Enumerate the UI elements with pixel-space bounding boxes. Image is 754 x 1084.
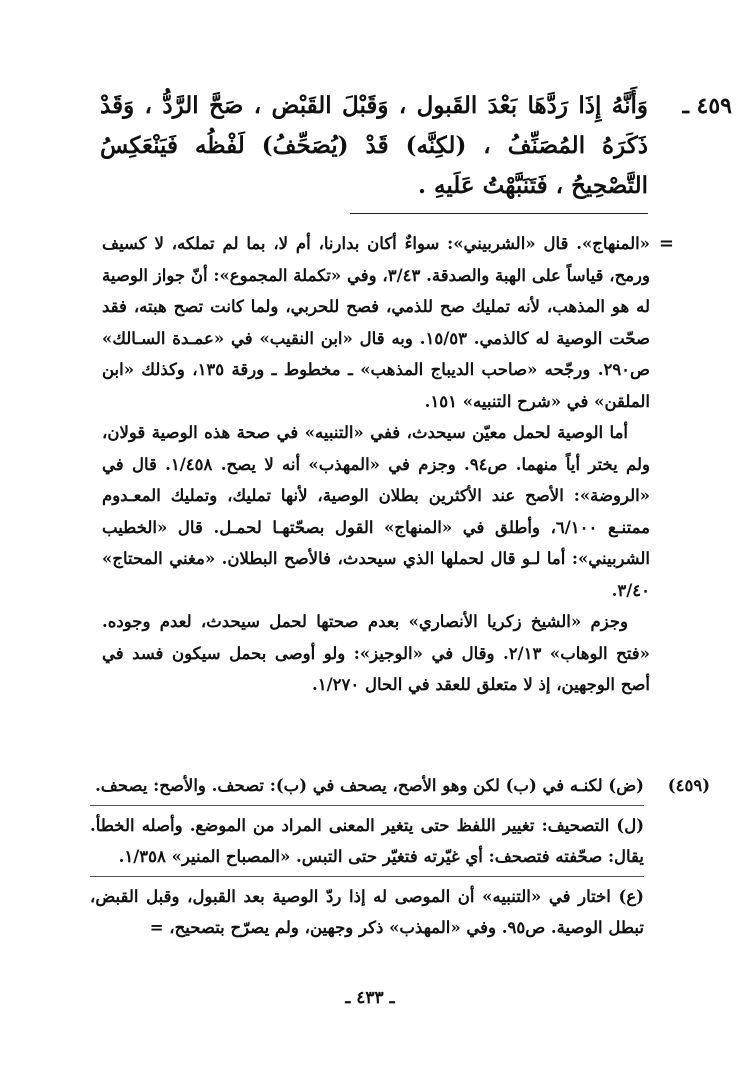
- note-459-commentary: (ع) اختار في «التنبيه» أن الموصى له إذا ردّ الوصية بعد القبول، وقبل القبض، تبطل الوصية. ص٩٥. وفي «المهذب» ذكر وجهين، ولم يصرّح بتصحيح، =: [90, 887, 644, 937]
- main-entry-text: وَأَنَّهُ إِذَا رَدَّهَا بَعْدَ القَبول ، وَقَبْلَ القَبْض ، صَحَّ الرَّدُّ ، وَقَدْ ذَكَرَهُ المُصَنِّفُ ، (لكِنَّه) قَدْ (يُصَحِّفُ) لَفْظُه فَيَنْعَكِسُ التَّصْحِيحُ ، فَتَنَبَّهْتُ عَلَيهِ .: [100, 92, 648, 199]
- main-text-block: [100, 86, 732, 206]
- page-number: ـ ٤٣٣ ـ: [345, 988, 395, 1008]
- note-459-block: [90, 770, 710, 943]
- footnote-paragraph-2: أما الوصية لحمل معيّن سيحدث، ففي «التنبيه» في صحة هذه الوصية قولان، ولم يختر أياً منهما. ص٩٤. وجزم في «المهذب» أنه لا يصح. ١/٤٥٨. قال في «الروضة»: الأصح عند الأكثرين بطلان الوصية، لأنها تمليك، وتمليك المعـدوم ممتنـع ٦/١٠٠، وأطلق في «المنهاج» القول بصحّتهـا لحمـل. قال «الخطيب الشربيني»: أما لـو قال لحملها الذي سيحدث، فالأصح البطلان. «مغني المحتاج» ٣/٤٠.: [102, 423, 651, 600]
- footnote-continuation: [102, 228, 674, 701]
- note-divider-2: [90, 876, 644, 877]
- note-459-language: (ل) التصحيف: تغيير اللفظ حتى يتغير المعنى المراد من الموضع. وأصله الخطأ. يقال: صحّفته فتصحف: أي غيّرته فتغيّر حتى التبس. «المصباح المنير» ١/٣٥٨.: [90, 816, 644, 866]
- footnote-separator: [350, 213, 648, 214]
- note-459-manuscripts: (ض) لكنـه في (ب) لكن وهو الأصح، يصحف في (ب): تصحف. والأصح: يصحف.: [95, 776, 644, 795]
- note-459-number: (٤٥٩): [667, 776, 710, 795]
- continuation-mark: =: [658, 233, 674, 254]
- note-divider-1: [90, 805, 644, 806]
- main-entry-number: ٤٥٩ ـ: [682, 93, 732, 119]
- note-459-body: [90, 770, 644, 943]
- footnote-paragraph-3: وجزم «الشيخ زكريا الأنصاري» بعدم صحتها لحمل سيحدث، لعدم وجوده. «فتح الوهاب» ٢/١٣. وقال في «الوجيز»: ولو أوصى بحمل سيكون فسد في أصح الوجهين، إذ لا متعلق للعقد في الحال ١/٢٧٠.: [102, 612, 650, 694]
- footnote-paragraph-1: «المنهاج». قال «الشربيني»: سواءٌ أكان بدارنا، أم لا، بما لم تملكه، لا كسيف ورمح، قياساً على الهبة والصدقة. ٣/٤٣، وفي «تكملة المجموع»: أنّ جواز الوصية له هو المذهب، لأنه تمليك صح للذمي، فصح للحربي، ولما كانت تصح هبته، فقد صحّت الوصية له كالذمي. ١٥/٥٣. وبه قال «ابن النقيب» في «عمـدة السـالك» ص٢٩٠. ورجّحه «صاحب الديباج المذهب» ـ مخطوط ـ ورقة ١٣٥، وكذلك «ابن الملقن» في «شرح التنبيه» ١٥١.: [102, 234, 650, 411]
- footnotes-block: [102, 228, 674, 701]
